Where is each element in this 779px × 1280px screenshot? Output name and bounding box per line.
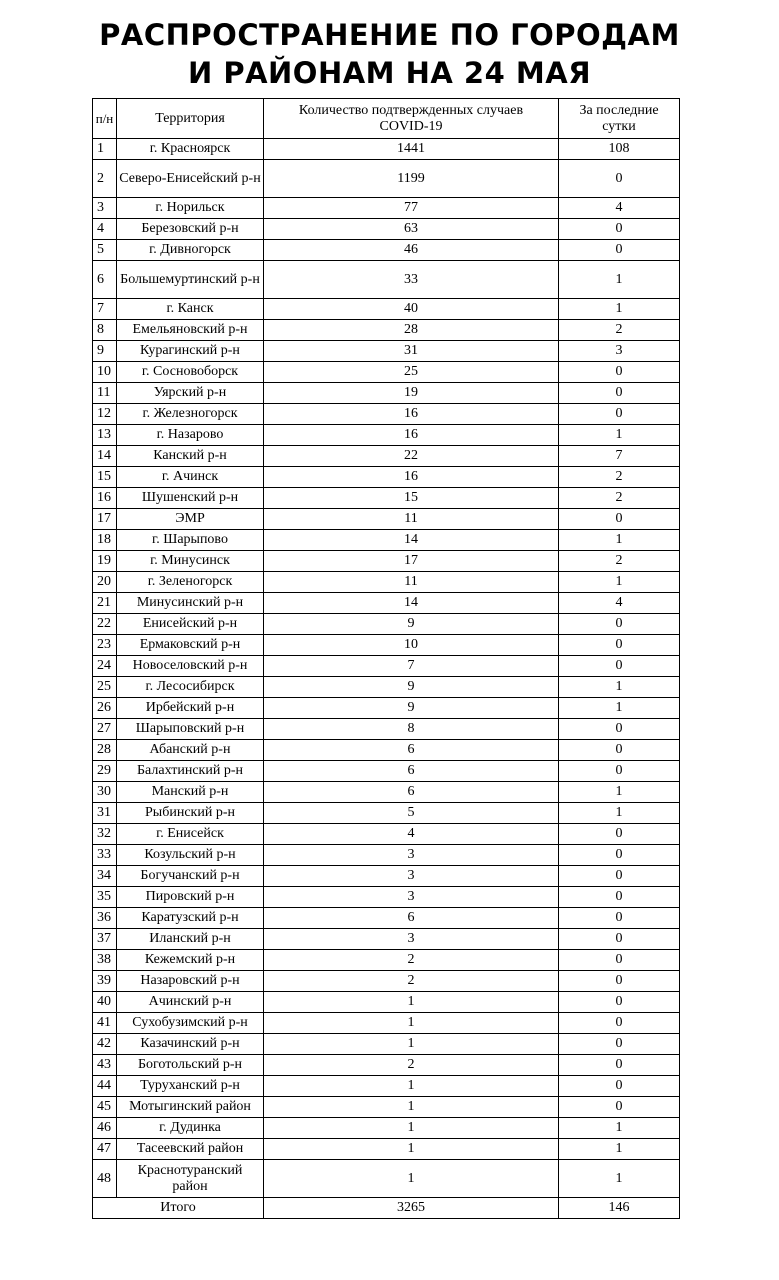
row-last-day: 1 [559,299,680,320]
row-last-day: 0 [559,362,680,383]
table-row [93,261,680,299]
row-confirmed: 77 [264,198,559,219]
row-territory: Иланский р-н [117,929,264,950]
row-confirmed: 3 [264,845,559,866]
table-row [93,635,680,656]
row-num: 40 [93,992,117,1013]
row-territory: Минусинский р-н [117,593,264,614]
row-last-day: 0 [559,1013,680,1034]
row-confirmed: 9 [264,614,559,635]
row-territory: Рыбинский р-н [117,803,264,824]
row-territory: Уярский р-н [117,383,264,404]
table-row [93,866,680,887]
row-confirmed: 16 [264,467,559,488]
row-confirmed: 15 [264,488,559,509]
row-num: 35 [93,887,117,908]
row-num: 13 [93,425,117,446]
table-row [93,992,680,1013]
row-last-day: 0 [559,1034,680,1055]
row-confirmed: 6 [264,761,559,782]
table-row [93,845,680,866]
title-line-1: РАСПРОСТРАНЕНИЕ ПО ГОРОДАМ [99,18,680,52]
row-territory: г. Лесосибирск [117,677,264,698]
row-num: 14 [93,446,117,467]
row-territory: г. Зеленогорск [117,572,264,593]
row-confirmed: 6 [264,908,559,929]
row-confirmed: 1 [264,1139,559,1160]
row-num: 36 [93,908,117,929]
row-num: 7 [93,299,117,320]
row-last-day: 0 [559,929,680,950]
row-territory: Енисейский р-н [117,614,264,635]
row-territory: Манский р-н [117,782,264,803]
row-confirmed: 5 [264,803,559,824]
row-territory: г. Дивногорск [117,240,264,261]
total-label: Итого [93,1198,264,1219]
row-num: 26 [93,698,117,719]
row-confirmed: 1 [264,1013,559,1034]
row-confirmed: 40 [264,299,559,320]
row-territory: г. Шарыпово [117,530,264,551]
table-row [93,467,680,488]
row-territory: Канский р-н [117,446,264,467]
row-last-day: 7 [559,446,680,467]
table-row [93,572,680,593]
row-num: 3 [93,198,117,219]
row-last-day: 0 [559,1055,680,1076]
row-last-day: 2 [559,488,680,509]
table-row [93,383,680,404]
row-confirmed: 1 [264,1118,559,1139]
row-num: 20 [93,572,117,593]
row-confirmed: 1 [264,992,559,1013]
table-row [93,551,680,572]
table-row [93,1034,680,1055]
row-territory: г. Канск [117,299,264,320]
row-last-day: 0 [559,992,680,1013]
row-num: 25 [93,677,117,698]
row-territory: Балахтинский р-н [117,761,264,782]
row-num: 44 [93,1076,117,1097]
row-last-day: 0 [559,950,680,971]
row-last-day: 0 [559,656,680,677]
table-row [93,509,680,530]
table-row [93,1076,680,1097]
row-territory: Тасеевский район [117,1139,264,1160]
table-row [93,677,680,698]
table-row [93,1097,680,1118]
row-territory: г. Норильск [117,198,264,219]
table-row [93,160,680,198]
row-num: 23 [93,635,117,656]
row-territory: Абанский р-н [117,740,264,761]
row-territory: Шарыповский р-н [117,719,264,740]
table-row [93,341,680,362]
row-last-day: 0 [559,614,680,635]
row-confirmed: 22 [264,446,559,467]
row-last-day: 0 [559,1097,680,1118]
table-row [93,698,680,719]
row-last-day: 3 [559,341,680,362]
row-num: 17 [93,509,117,530]
table-row [93,1055,680,1076]
table-row [93,1118,680,1139]
row-num: 24 [93,656,117,677]
row-confirmed: 1199 [264,160,559,198]
total-row [93,1198,680,1219]
row-territory: г. Ачинск [117,467,264,488]
row-num: 21 [93,593,117,614]
row-num: 5 [93,240,117,261]
table-row [93,446,680,467]
row-confirmed: 11 [264,572,559,593]
table-row [93,593,680,614]
row-territory: ЭМР [117,509,264,530]
table-row [93,404,680,425]
row-territory: Назаровский р-н [117,971,264,992]
row-last-day: 1 [559,803,680,824]
row-confirmed: 10 [264,635,559,656]
row-territory: Ермаковский р-н [117,635,264,656]
table-row [93,320,680,341]
row-confirmed: 25 [264,362,559,383]
row-num: 28 [93,740,117,761]
row-last-day: 0 [559,404,680,425]
row-last-day: 1 [559,572,680,593]
row-territory: Ачинский р-н [117,992,264,1013]
row-territory: г. Минусинск [117,551,264,572]
row-last-day: 0 [559,160,680,198]
row-territory: г. Енисейск [117,824,264,845]
row-num: 11 [93,383,117,404]
row-confirmed: 46 [264,240,559,261]
row-confirmed: 1 [264,1160,559,1198]
row-territory: Туруханский р-н [117,1076,264,1097]
row-last-day: 0 [559,719,680,740]
row-last-day: 1 [559,698,680,719]
row-confirmed: 6 [264,782,559,803]
row-territory: Северо-Енисейский р-н [117,160,264,198]
header-territory: Территория [117,99,264,139]
row-last-day: 2 [559,467,680,488]
table-row [93,219,680,240]
row-territory: Курагинский р-н [117,341,264,362]
row-last-day: 1 [559,425,680,446]
row-num: 34 [93,866,117,887]
row-last-day: 0 [559,971,680,992]
header-last-day: За последние сутки [559,99,680,139]
row-last-day: 1 [559,1160,680,1198]
table-row [93,971,680,992]
row-territory: г. Железногорск [117,404,264,425]
row-last-day: 0 [559,635,680,656]
row-num: 27 [93,719,117,740]
row-last-day: 0 [559,845,680,866]
row-last-day: 108 [559,139,680,160]
header-confirmed: Количество подтвержденных случаев COVID-19 [264,99,559,139]
table-row [93,740,680,761]
table-row [93,139,680,160]
row-territory: Емельяновский р-н [117,320,264,341]
table-row [93,824,680,845]
row-last-day: 0 [559,761,680,782]
row-num: 6 [93,261,117,299]
table-row [93,425,680,446]
row-num: 2 [93,160,117,198]
row-confirmed: 14 [264,530,559,551]
row-confirmed: 1 [264,1097,559,1118]
row-confirmed: 14 [264,593,559,614]
row-last-day: 0 [559,887,680,908]
row-confirmed: 3 [264,887,559,908]
row-confirmed: 2 [264,971,559,992]
row-num: 31 [93,803,117,824]
row-num: 18 [93,530,117,551]
table-header [93,99,680,139]
table-row [93,929,680,950]
row-num: 46 [93,1118,117,1139]
table-row [93,782,680,803]
row-num: 33 [93,845,117,866]
row-confirmed: 3 [264,866,559,887]
row-territory: Краснотуранский район [117,1160,264,1198]
row-confirmed: 11 [264,509,559,530]
table-row [93,299,680,320]
row-territory: г. Дудинка [117,1118,264,1139]
row-confirmed: 16 [264,404,559,425]
row-num: 8 [93,320,117,341]
table-row [93,198,680,219]
row-num: 19 [93,551,117,572]
row-num: 4 [93,219,117,240]
row-num: 9 [93,341,117,362]
table-row [93,240,680,261]
row-confirmed: 33 [264,261,559,299]
row-last-day: 4 [559,593,680,614]
row-last-day: 1 [559,1118,680,1139]
row-last-day: 0 [559,866,680,887]
row-confirmed: 63 [264,219,559,240]
row-num: 47 [93,1139,117,1160]
table-row [93,1139,680,1160]
total-last-day: 146 [559,1198,680,1219]
row-confirmed: 1441 [264,139,559,160]
table-row [93,1013,680,1034]
row-territory: Новоселовский р-н [117,656,264,677]
row-num: 38 [93,950,117,971]
row-last-day: 4 [559,198,680,219]
row-num: 15 [93,467,117,488]
row-last-day: 0 [559,383,680,404]
row-num: 22 [93,614,117,635]
row-confirmed: 4 [264,824,559,845]
title-line-2: И РАЙОНАМ НА 24 МАЯ [187,56,592,90]
row-confirmed: 2 [264,1055,559,1076]
row-confirmed: 3 [264,929,559,950]
row-last-day: 0 [559,219,680,240]
total-confirmed: 3265 [264,1198,559,1219]
row-territory: Богучанский р-н [117,866,264,887]
row-territory: Кежемский р-н [117,950,264,971]
row-territory: г. Красноярск [117,139,264,160]
row-confirmed: 17 [264,551,559,572]
row-num: 48 [93,1160,117,1198]
row-confirmed: 7 [264,656,559,677]
row-last-day: 0 [559,509,680,530]
row-last-day: 0 [559,1076,680,1097]
row-territory: Большемуртинский р-н [117,261,264,299]
header-num: п/н [93,99,117,139]
row-num: 32 [93,824,117,845]
table-row [93,1160,680,1198]
table-row [93,908,680,929]
table-row [93,488,680,509]
row-num: 43 [93,1055,117,1076]
row-num: 10 [93,362,117,383]
table-row [93,362,680,383]
row-last-day: 2 [559,320,680,341]
row-last-day: 0 [559,240,680,261]
row-territory: Казачинский р-н [117,1034,264,1055]
table-row [93,530,680,551]
row-num: 30 [93,782,117,803]
row-territory: Боготольский р-н [117,1055,264,1076]
row-territory: Козульский р-н [117,845,264,866]
row-num: 16 [93,488,117,509]
row-territory: Шушенский р-н [117,488,264,509]
table-row [93,761,680,782]
row-territory: Сухобузимский р-н [117,1013,264,1034]
row-confirmed: 16 [264,425,559,446]
row-num: 12 [93,404,117,425]
table-row [93,803,680,824]
row-last-day: 0 [559,740,680,761]
row-confirmed: 1 [264,1034,559,1055]
cases-table [92,98,680,1219]
row-last-day: 0 [559,824,680,845]
page-title [0,16,779,92]
row-territory: г. Сосновоборск [117,362,264,383]
row-last-day: 1 [559,261,680,299]
table-row [93,950,680,971]
row-territory: Березовский р-н [117,219,264,240]
row-confirmed: 28 [264,320,559,341]
row-territory: Пировский р-н [117,887,264,908]
row-num: 42 [93,1034,117,1055]
row-last-day: 2 [559,551,680,572]
row-confirmed: 9 [264,677,559,698]
row-last-day: 0 [559,908,680,929]
row-last-day: 1 [559,1139,680,1160]
row-confirmed: 2 [264,950,559,971]
row-territory: Каратузский р-н [117,908,264,929]
table-row [93,719,680,740]
table-row [93,656,680,677]
row-num: 29 [93,761,117,782]
row-last-day: 1 [559,782,680,803]
row-territory: г. Назарово [117,425,264,446]
row-confirmed: 1 [264,1076,559,1097]
row-confirmed: 6 [264,740,559,761]
row-num: 45 [93,1097,117,1118]
row-num: 1 [93,139,117,160]
row-confirmed: 19 [264,383,559,404]
row-confirmed: 9 [264,698,559,719]
row-num: 37 [93,929,117,950]
table-row [93,614,680,635]
row-confirmed: 31 [264,341,559,362]
row-confirmed: 8 [264,719,559,740]
row-territory: Мотыгинский район [117,1097,264,1118]
table-row [93,887,680,908]
row-num: 41 [93,1013,117,1034]
table-body [93,139,680,1198]
row-num: 39 [93,971,117,992]
row-territory: Ирбейский р-н [117,698,264,719]
row-last-day: 1 [559,677,680,698]
row-last-day: 1 [559,530,680,551]
